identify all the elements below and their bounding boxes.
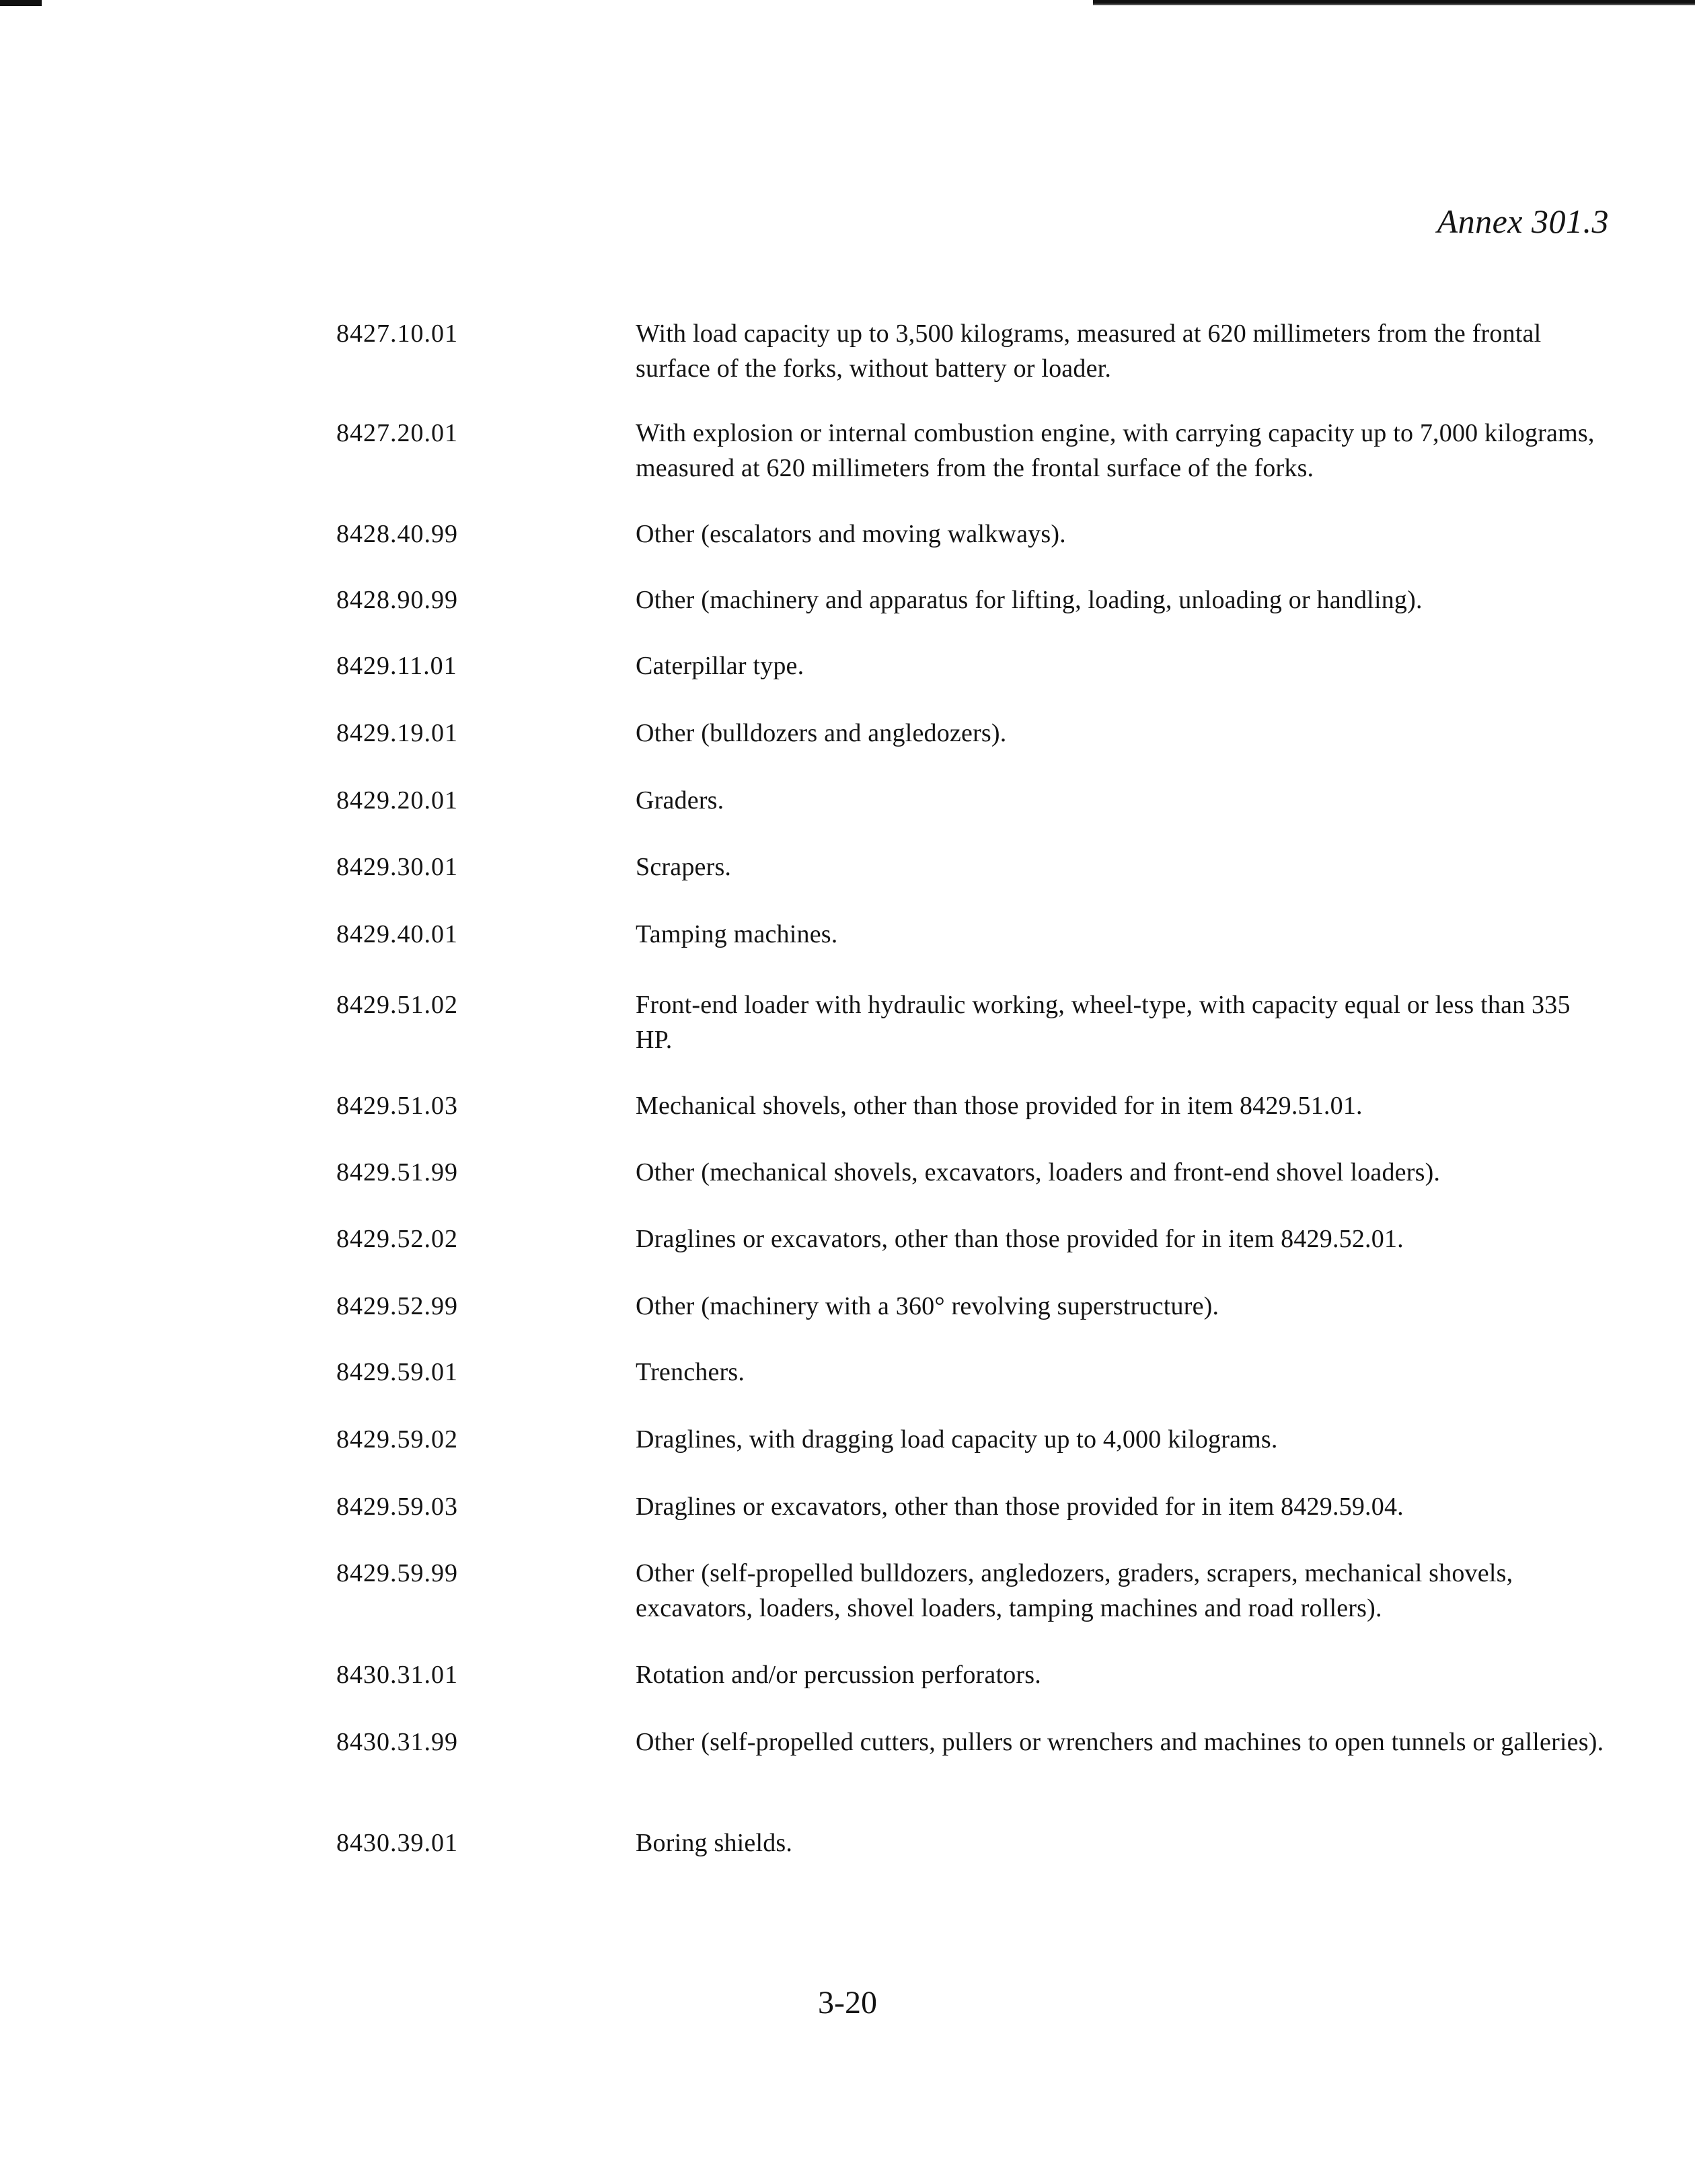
tariff-code: 8429.52.99 [336,1292,458,1320]
tariff-code: 8429.11.01 [336,652,457,680]
tariff-code: 8429.52.02 [336,1225,458,1253]
tariff-code: 8430.31.99 [336,1728,458,1756]
tariff-code: 8430.39.01 [336,1829,458,1857]
tariff-description: Other (bulldozers and angledozers). [636,719,1007,747]
tariff-code: 8427.20.01 [336,419,458,447]
tariff-code: 8430.31.01 [336,1661,458,1689]
tariff-description: Draglines or excavators, other than those provided for in item 8429.52.01. [636,1225,1404,1253]
tariff-code: 8429.51.03 [336,1092,458,1120]
tariff-description: Rotation and/or percussion perforators. [636,1661,1041,1689]
tariff-code: 8427.10.01 [336,319,458,348]
tariff-description: Other (machinery with a 360° revolving superstructure). [636,1292,1219,1320]
scan-edge-mark-left [0,0,42,6]
tariff-description: Mechanical shovels, other than those provided for in item 8429.51.01. [636,1092,1363,1120]
tariff-description: Tamping machines. [636,920,838,948]
tariff-code: 8429.59.03 [336,1493,458,1521]
page-number: 3-20 [818,1985,877,2021]
tariff-description: Front-end loader with hydraulic working, wheel-type, with capacity equal or less than 335 HP. [636,991,1571,1054]
tariff-description: Draglines, with dragging load capacity up to 4,000 kilograms. [636,1425,1278,1454]
tariff-description: With explosion or internal combustion engine, with carrying capacity up to 7,000 kilograms, measured at 620 millimeters from the frontal surface of the forks. [636,419,1595,482]
tariff-code: 8429.20.01 [336,786,458,815]
tariff-code: 8429.51.99 [336,1158,458,1187]
scan-edge-mark-right [1093,0,1695,5]
tariff-description: Trenchers. [636,1358,745,1386]
tariff-code: 8429.59.01 [336,1358,458,1386]
tariff-code: 8429.40.01 [336,920,458,948]
tariff-description: Caterpillar type. [636,652,804,680]
tariff-description: Other (self-propelled bulldozers, angledozers, graders, scrapers, mechanical shovels, excavators, loaders, shovel loaders, tamping machines and road rollers). [636,1559,1513,1622]
tariff-description: Other (escalators and moving walkways). [636,520,1066,548]
tariff-description: Scrapers. [636,853,732,881]
tariff-code: 8429.30.01 [336,853,458,881]
tariff-description: Boring shields. [636,1829,793,1857]
tariff-description: Other (mechanical shovels, excavators, loaders and front-end shovel loaders). [636,1158,1441,1187]
annex-title: Annex 301.3 [1437,202,1609,240]
tariff-code: 8429.59.99 [336,1559,458,1587]
tariff-description: Draglines or excavators, other than those provided for in item 8429.59.04. [636,1493,1404,1521]
tariff-code: 8428.90.99 [336,586,458,614]
tariff-code: 8429.59.02 [336,1425,458,1454]
tariff-description: Other (self-propelled cutters, pullers or wrenchers and machines to open tunnels or galleries). [636,1728,1604,1756]
tariff-description: Graders. [636,786,724,815]
tariff-code: 8428.40.99 [336,520,458,548]
tariff-code: 8429.19.01 [336,719,458,747]
tariff-description: Other (machinery and apparatus for lifting, loading, unloading or handling). [636,586,1423,614]
tariff-description: With load capacity up to 3,500 kilograms, measured at 620 millimeters from the frontal surface of the forks, without battery or loader. [636,319,1542,383]
tariff-code: 8429.51.02 [336,991,458,1019]
